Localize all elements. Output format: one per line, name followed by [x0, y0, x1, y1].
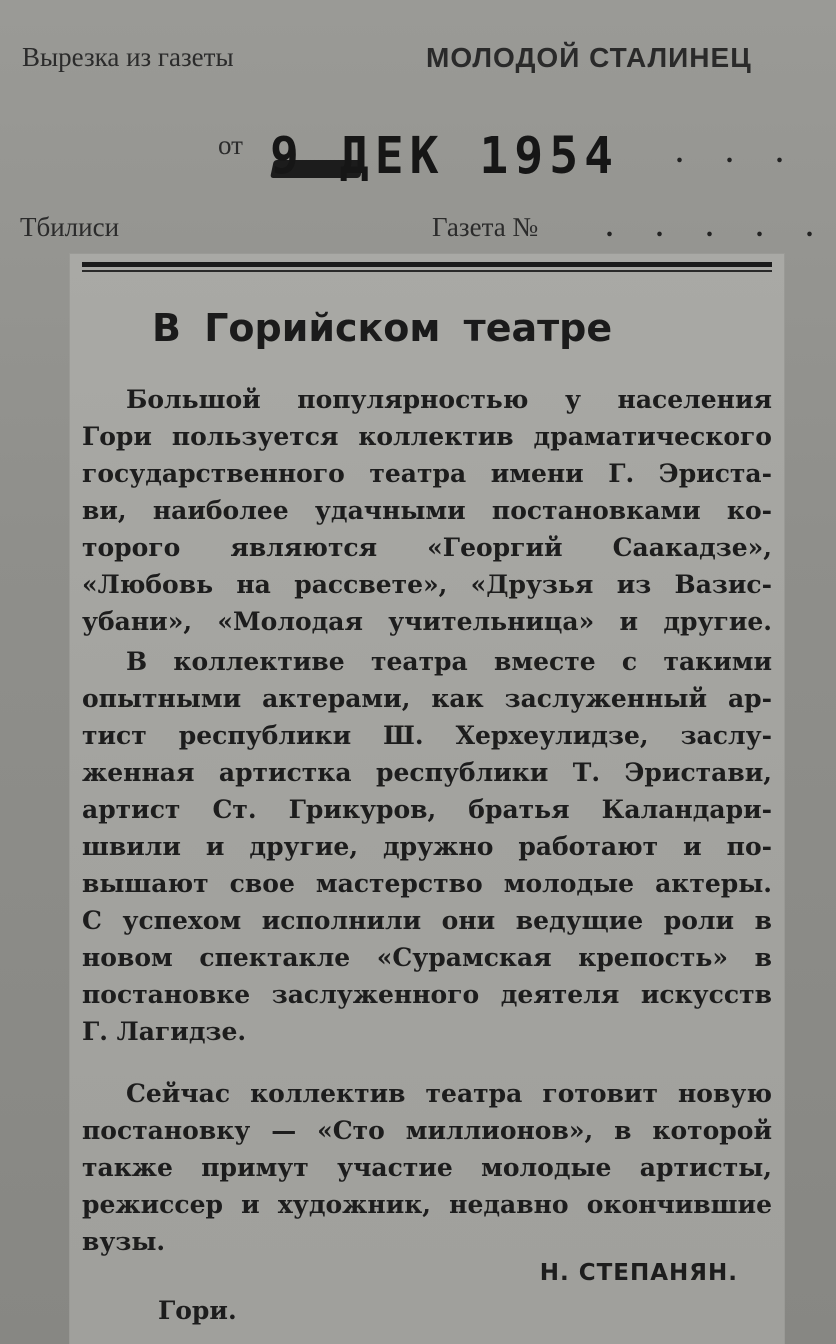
article-headline: В Горийском театре — [152, 306, 613, 350]
article-line: Большой популярностью у населения — [126, 385, 772, 414]
article-line: швили и другие, дружно работают и по- — [82, 832, 772, 861]
article-line: государственного театра имени Г. Эриста- — [82, 459, 772, 488]
article-line: Гори пользуется коллектив драматического — [82, 422, 772, 451]
issue-dots: . . . . . — [606, 212, 831, 243]
article-line: С успехом исполнили они ведущие роли в — [82, 906, 772, 935]
article-line: торого являются «Георгий Саакадзе», — [82, 533, 772, 562]
article-line: также примут участие молодые артисты, — [82, 1153, 772, 1182]
article-line: режиссер и художник, недавно окончившие — [82, 1190, 772, 1219]
article-line: Г. Лагидзе. — [82, 1017, 247, 1046]
article-line: убани», «Молодая учительница» и другие. — [82, 607, 772, 636]
article-line: постановке заслуженного деятеля искусств — [82, 980, 772, 1009]
article-line: новом спектакле «Сурамская крепость» в — [82, 943, 772, 972]
article-line: ви, наиболее удачными постановками ко- — [82, 496, 772, 525]
article-line: вузы. — [82, 1227, 166, 1256]
article-line: постановку — «Сто миллионов», в которой — [82, 1116, 772, 1145]
article-line: В коллективе театра вместе с такими — [126, 647, 772, 676]
article-line: вышают свое мастерство молодые актеры. — [82, 869, 772, 898]
article-line: женная артистка республики Т. Эристави, — [82, 758, 772, 787]
from-label: от — [218, 130, 243, 160]
newspaper-name: МОЛОДОЙ СТАЛИНЕЦ — [426, 42, 752, 73]
article-line: опытными актерами, как заслуженный ар- — [82, 684, 772, 713]
top-rule — [82, 262, 772, 267]
author-signature: Н. СТЕПАНЯН. — [539, 1260, 738, 1286]
date-dots: . . . — [676, 138, 801, 169]
date-stamp: 9 ДЕК 1954 — [270, 126, 619, 186]
article-line: «Любовь на рассвете», «Друзья из Вазис- — [82, 570, 772, 599]
top-rule-thin — [82, 270, 772, 272]
clipping-label: Вырезка из газеты — [22, 42, 234, 72]
newspaper-clipping — [70, 254, 784, 1344]
article-line: тист республики Ш. Херхеулидзе, заслу- — [82, 721, 772, 750]
dateline-place: Гори. — [158, 1296, 237, 1325]
issue-label: Газета № — [432, 212, 539, 242]
city-label: Тбилиси — [20, 212, 120, 242]
article-line: Сейчас коллектив театра готовит новую — [126, 1079, 772, 1108]
article-line: артист Ст. Грикуров, братья Каландари- — [82, 795, 772, 824]
